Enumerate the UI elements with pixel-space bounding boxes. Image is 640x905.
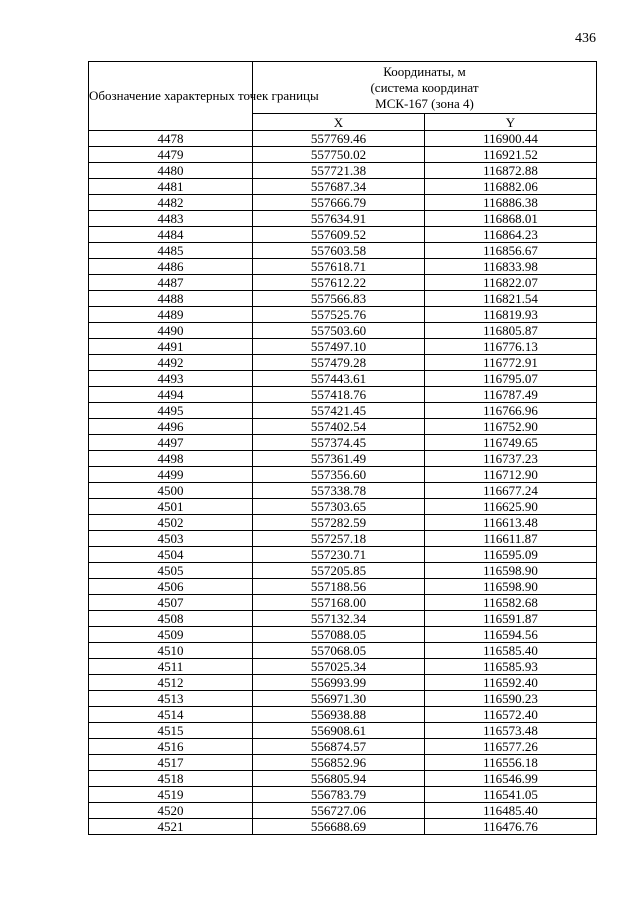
point-id-cell: 4491	[89, 339, 253, 355]
x-coordinate-cell: 557497.10	[253, 339, 425, 355]
table-row	[89, 307, 597, 323]
y-coordinate-cell: 116677.24	[425, 483, 597, 499]
x-coordinate-cell: 556938.88	[253, 707, 425, 723]
table-row	[89, 371, 597, 387]
x-coordinate-cell: 557230.71	[253, 547, 425, 563]
y-coordinate-cell: 116752.90	[425, 419, 597, 435]
y-coordinate-cell: 116582.68	[425, 595, 597, 611]
table-row	[89, 691, 597, 707]
coordinates-table	[88, 61, 597, 835]
point-id-cell: 4483	[89, 211, 253, 227]
x-coordinate-cell: 556852.96	[253, 755, 425, 771]
point-id-cell: 4503	[89, 531, 253, 547]
y-coordinate-cell: 116822.07	[425, 275, 597, 291]
x-coordinate-cell: 557205.85	[253, 563, 425, 579]
y-coordinate-cell: 116787.49	[425, 387, 597, 403]
y-coordinate-cell: 116577.26	[425, 739, 597, 755]
x-column-header: X	[253, 114, 425, 131]
x-coordinate-cell: 556971.30	[253, 691, 425, 707]
table-row	[89, 467, 597, 483]
x-coordinate-cell: 557769.46	[253, 131, 425, 147]
y-coordinate-cell: 116613.48	[425, 515, 597, 531]
y-coordinate-cell: 116598.90	[425, 579, 597, 595]
y-coordinate-cell: 116585.93	[425, 659, 597, 675]
table-row	[89, 387, 597, 403]
point-id-cell: 4514	[89, 707, 253, 723]
y-coordinate-cell: 116556.18	[425, 755, 597, 771]
x-coordinate-cell: 556727.06	[253, 803, 425, 819]
point-id-cell: 4485	[89, 243, 253, 259]
point-id-cell: 4501	[89, 499, 253, 515]
y-coordinate-cell: 116573.48	[425, 723, 597, 739]
point-id-cell: 4508	[89, 611, 253, 627]
y-coordinate-cell: 116882.06	[425, 179, 597, 195]
coordinates-header-line-2: (система координат	[370, 79, 479, 95]
x-coordinate-cell: 556783.79	[253, 787, 425, 803]
table-row	[89, 531, 597, 547]
point-id-cell: 4504	[89, 547, 253, 563]
point-id-cell: 4481	[89, 179, 253, 195]
table-row	[89, 579, 597, 595]
table-row	[89, 771, 597, 787]
x-coordinate-cell: 557618.71	[253, 259, 425, 275]
x-coordinate-cell: 557750.02	[253, 147, 425, 163]
table-row	[89, 243, 597, 259]
table-row	[89, 179, 597, 195]
y-coordinate-cell: 116766.96	[425, 403, 597, 419]
table-row	[89, 147, 597, 163]
table-row	[89, 643, 597, 659]
point-id-cell: 4495	[89, 403, 253, 419]
point-id-cell: 4496	[89, 419, 253, 435]
table-row	[89, 275, 597, 291]
point-id-cell: 4509	[89, 627, 253, 643]
page-number: 436	[575, 31, 596, 46]
point-id-cell: 4499	[89, 467, 253, 483]
y-coordinate-cell: 116872.88	[425, 163, 597, 179]
y-coordinate-cell: 116772.91	[425, 355, 597, 371]
table-row	[89, 547, 597, 563]
point-id-cell: 4513	[89, 691, 253, 707]
x-coordinate-cell: 557374.45	[253, 435, 425, 451]
point-id-cell: 4506	[89, 579, 253, 595]
table-row	[89, 499, 597, 515]
x-coordinate-cell: 557721.38	[253, 163, 425, 179]
x-coordinate-cell: 557687.34	[253, 179, 425, 195]
point-id-cell: 4516	[89, 739, 253, 755]
table-row	[89, 723, 597, 739]
y-coordinate-cell: 116856.67	[425, 243, 597, 259]
point-id-cell: 4518	[89, 771, 253, 787]
y-coordinate-cell: 116592.40	[425, 675, 597, 691]
y-coordinate-cell: 116776.13	[425, 339, 597, 355]
x-coordinate-cell: 557603.58	[253, 243, 425, 259]
y-coordinate-cell: 116900.44	[425, 131, 597, 147]
x-coordinate-cell: 557503.60	[253, 323, 425, 339]
y-coordinate-cell: 116594.56	[425, 627, 597, 643]
y-coordinate-cell: 116590.23	[425, 691, 597, 707]
x-coordinate-cell: 557303.65	[253, 499, 425, 515]
table-row	[89, 403, 597, 419]
point-id-cell: 4479	[89, 147, 253, 163]
coordinates-header-line-3: МСК-167 (зона 4)	[375, 95, 474, 111]
table-row	[89, 291, 597, 307]
x-coordinate-cell: 556688.69	[253, 819, 425, 835]
point-id-cell: 4515	[89, 723, 253, 739]
table-row	[89, 131, 597, 147]
x-coordinate-cell: 556993.99	[253, 675, 425, 691]
x-coordinate-cell: 557566.83	[253, 291, 425, 307]
table-row	[89, 739, 597, 755]
x-coordinate-cell: 557025.34	[253, 659, 425, 675]
y-coordinate-cell: 116833.98	[425, 259, 597, 275]
point-id-cell: 4497	[89, 435, 253, 451]
y-coordinate-cell: 116585.40	[425, 643, 597, 659]
x-coordinate-cell: 557666.79	[253, 195, 425, 211]
y-coordinate-cell: 116541.05	[425, 787, 597, 803]
point-id-cell: 4505	[89, 563, 253, 579]
y-coordinate-cell: 116868.01	[425, 211, 597, 227]
y-coordinate-cell: 116795.07	[425, 371, 597, 387]
point-id-cell: 4494	[89, 387, 253, 403]
x-coordinate-cell: 557609.52	[253, 227, 425, 243]
table-row	[89, 163, 597, 179]
y-coordinate-cell: 116595.09	[425, 547, 597, 563]
table-row	[89, 755, 597, 771]
table-row	[89, 355, 597, 371]
x-coordinate-cell: 557132.34	[253, 611, 425, 627]
point-id-cell: 4502	[89, 515, 253, 531]
table-header	[89, 62, 597, 131]
point-id-cell: 4510	[89, 643, 253, 659]
x-coordinate-cell: 557479.28	[253, 355, 425, 371]
y-coordinate-cell: 116485.40	[425, 803, 597, 819]
x-coordinate-cell: 557443.61	[253, 371, 425, 387]
y-coordinate-cell: 116476.76	[425, 819, 597, 835]
table-row	[89, 563, 597, 579]
coordinates-header-line-1: Координаты, м	[383, 63, 466, 79]
x-coordinate-cell: 557088.05	[253, 627, 425, 643]
x-coordinate-cell: 557612.22	[253, 275, 425, 291]
y-coordinate-cell: 116886.38	[425, 195, 597, 211]
y-coordinate-cell: 116819.93	[425, 307, 597, 323]
table-row	[89, 515, 597, 531]
point-id-cell: 4500	[89, 483, 253, 499]
y-coordinate-cell: 116805.87	[425, 323, 597, 339]
point-id-cell: 4492	[89, 355, 253, 371]
point-id-cell: 4487	[89, 275, 253, 291]
header-row	[89, 62, 597, 114]
point-id-cell: 4511	[89, 659, 253, 675]
point-id-cell: 4480	[89, 163, 253, 179]
point-id-cell: 4520	[89, 803, 253, 819]
y-coordinate-cell: 116921.52	[425, 147, 597, 163]
point-id-cell: 4482	[89, 195, 253, 211]
point-id-cell: 4478	[89, 131, 253, 147]
x-coordinate-cell: 557418.76	[253, 387, 425, 403]
point-id-cell: 4498	[89, 451, 253, 467]
table-row	[89, 323, 597, 339]
table-row	[89, 627, 597, 643]
point-id-cell: 4507	[89, 595, 253, 611]
y-coordinate-cell: 116598.90	[425, 563, 597, 579]
table-row	[89, 819, 597, 835]
table-row	[89, 419, 597, 435]
y-coordinate-cell: 116591.87	[425, 611, 597, 627]
table-row	[89, 451, 597, 467]
y-coordinate-cell: 116821.54	[425, 291, 597, 307]
x-coordinate-cell: 557282.59	[253, 515, 425, 531]
y-coordinate-cell: 116572.40	[425, 707, 597, 723]
point-id-cell: 4490	[89, 323, 253, 339]
point-id-cell: 4512	[89, 675, 253, 691]
point-id-cell: 4489	[89, 307, 253, 323]
table-row	[89, 227, 597, 243]
table-row	[89, 259, 597, 275]
y-coordinate-cell: 116625.90	[425, 499, 597, 515]
x-coordinate-cell: 557421.45	[253, 403, 425, 419]
y-coordinate-cell: 116749.65	[425, 435, 597, 451]
y-coordinate-cell: 116864.23	[425, 227, 597, 243]
table-row	[89, 611, 597, 627]
table-row	[89, 707, 597, 723]
x-coordinate-cell: 557338.78	[253, 483, 425, 499]
point-id-cell: 4488	[89, 291, 253, 307]
point-id-cell: 4484	[89, 227, 253, 243]
point-designation-header: Обозначение характерных точек границы	[89, 62, 253, 131]
y-column-header: Y	[425, 114, 597, 131]
y-coordinate-cell: 116611.87	[425, 531, 597, 547]
x-coordinate-cell: 557356.60	[253, 467, 425, 483]
table-row	[89, 787, 597, 803]
table-row	[89, 803, 597, 819]
table-row	[89, 483, 597, 499]
x-coordinate-cell: 557188.56	[253, 579, 425, 595]
x-coordinate-cell: 557361.49	[253, 451, 425, 467]
x-coordinate-cell: 557402.54	[253, 419, 425, 435]
point-id-cell: 4493	[89, 371, 253, 387]
point-id-cell: 4517	[89, 755, 253, 771]
x-coordinate-cell: 556874.57	[253, 739, 425, 755]
table-row	[89, 435, 597, 451]
x-coordinate-cell: 557168.00	[253, 595, 425, 611]
x-coordinate-cell: 556908.61	[253, 723, 425, 739]
point-id-cell: 4521	[89, 819, 253, 835]
point-id-cell: 4519	[89, 787, 253, 803]
y-coordinate-cell: 116546.99	[425, 771, 597, 787]
y-coordinate-cell: 116737.23	[425, 451, 597, 467]
table-row	[89, 339, 597, 355]
table-row	[89, 675, 597, 691]
y-coordinate-cell: 116712.90	[425, 467, 597, 483]
table-row	[89, 211, 597, 227]
x-coordinate-cell: 557257.18	[253, 531, 425, 547]
table-row	[89, 195, 597, 211]
x-coordinate-cell: 557068.05	[253, 643, 425, 659]
table-row	[89, 595, 597, 611]
x-coordinate-cell: 556805.94	[253, 771, 425, 787]
table-row	[89, 659, 597, 675]
x-coordinate-cell: 557525.76	[253, 307, 425, 323]
table-body	[89, 131, 597, 835]
x-coordinate-cell: 557634.91	[253, 211, 425, 227]
point-id-cell: 4486	[89, 259, 253, 275]
